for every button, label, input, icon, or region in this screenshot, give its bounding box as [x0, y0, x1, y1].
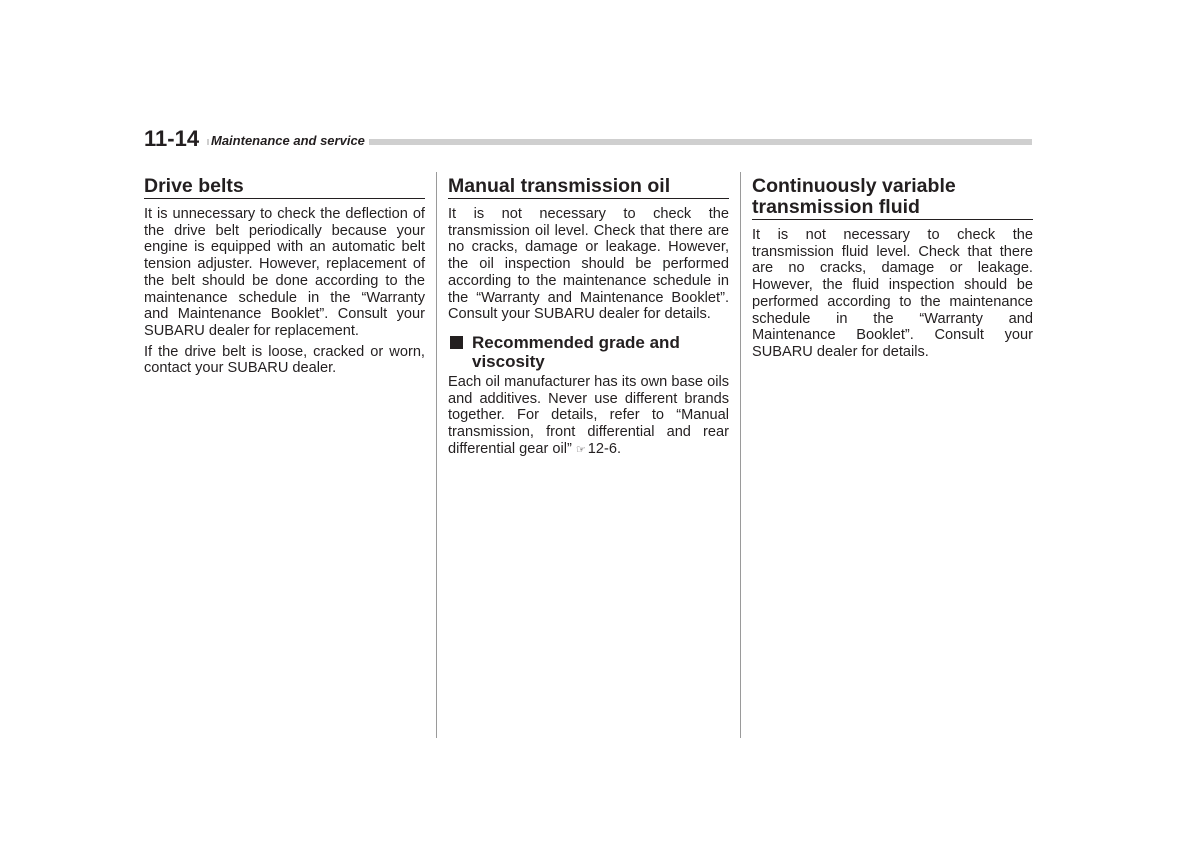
subsection-heading-text: Recommended grade and viscosity [472, 332, 680, 371]
column-cvt-fluid [752, 176, 1033, 365]
square-bullet-icon [450, 336, 463, 349]
section-heading: Manual transmission oil [448, 176, 729, 199]
page-reference-icon: ☞ [575, 443, 586, 456]
page-header [144, 127, 1032, 151]
body-paragraph [448, 374, 729, 459]
body-paragraph: If the drive belt is loose, cracked or worn, contact your SUBARU dealer. [144, 343, 425, 377]
column-divider [740, 172, 741, 738]
page-reference[interactable]: 12-6. [587, 440, 621, 457]
column-drive-belts [144, 176, 425, 381]
body-paragraph-text: Each oil manufacturer has its own base oils and additives. Never use different brands together. For details, refer to “Manual transmission, front differential and rear differential gear oil” [448, 373, 729, 457]
column-manual-transmission-oil [448, 176, 729, 462]
column-divider [436, 172, 437, 738]
body-paragraph: It is unnecessary to check the deflection of the drive belt periodically because your engine is equipped with an automatic belt tension adjuster. However, replacement of the belt should be done according to the maintenance schedule in the “Warranty and Maintenance Booklet”. Consult your SUBARU dealer for replacement. [144, 206, 425, 339]
body-paragraph: It is not necessary to check the transmission fluid level. Check that there are no cracks, damage or leakage. However, the fluid inspection should be performed according to the maintenance schedule in the “Warranty and Maintenance Booklet”. Consult your SUBARU dealer for details. [752, 227, 1033, 360]
section-heading: Drive belts [144, 176, 425, 199]
page-number: 11-14 [144, 127, 207, 151]
running-section-title: Maintenance and service [209, 133, 369, 149]
section-heading: Continuously variable transmission fluid [752, 176, 1033, 220]
subsection-heading [448, 333, 729, 371]
body-paragraph: It is not necessary to check the transmission oil level. Check that there are no cracks, damage or leakage. However, the oil inspection should be performed according to the maintenance schedule in the “Warranty and Maintenance Booklet”. Consult your SUBARU dealer for details. [448, 206, 729, 323]
